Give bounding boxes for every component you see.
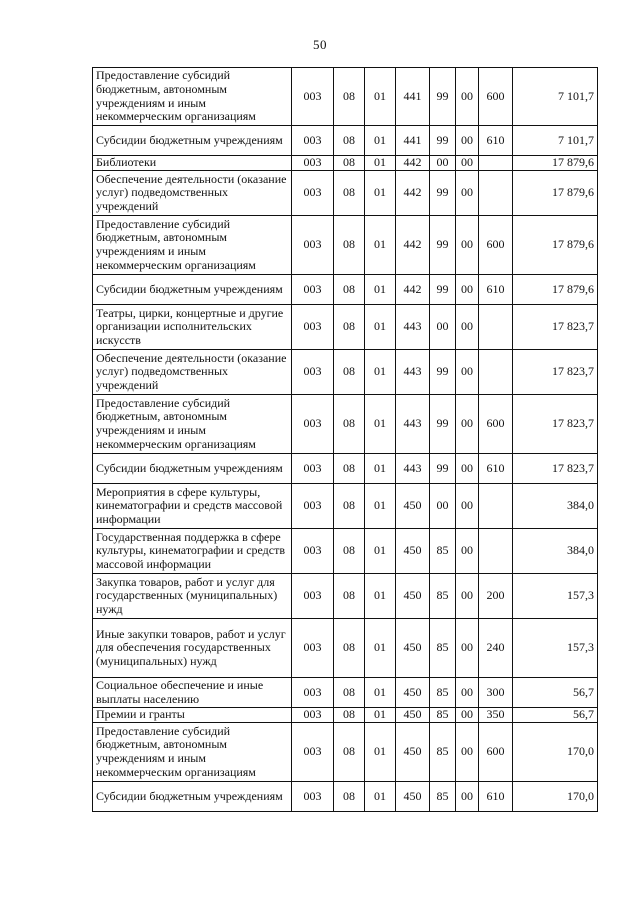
- target-code-item: 00: [456, 350, 479, 395]
- row-amount: 384,0: [513, 529, 598, 574]
- subsection-code: 01: [365, 678, 396, 708]
- expense-type-code: 200: [479, 574, 513, 619]
- subsection-code: 01: [365, 723, 396, 782]
- subsection-code: 01: [365, 395, 396, 454]
- row-name: Закупка товаров, работ и услуг для государственных (муниципальных) нужд: [93, 574, 292, 619]
- expense-type-code: 240: [479, 619, 513, 678]
- expense-type-code: [479, 350, 513, 395]
- section-code: 08: [334, 678, 365, 708]
- target-code-subprogram: 99: [430, 68, 456, 126]
- target-code-subprogram: 85: [430, 723, 456, 782]
- section-code: 08: [334, 156, 365, 171]
- target-code-program: 442: [396, 216, 430, 275]
- target-code-program: 441: [396, 126, 430, 156]
- expense-type-code: [479, 171, 513, 216]
- target-code-item: 00: [456, 678, 479, 708]
- subsection-code: 01: [365, 156, 396, 171]
- expense-type-code: 610: [479, 782, 513, 812]
- target-code-subprogram: 99: [430, 395, 456, 454]
- row-amount: 17 823,7: [513, 350, 598, 395]
- table-row: [93, 350, 598, 395]
- expense-type-code: 610: [479, 454, 513, 484]
- target-code-program: 450: [396, 574, 430, 619]
- target-code-item: 00: [456, 171, 479, 216]
- target-code-item: 00: [456, 275, 479, 305]
- table-row: [93, 68, 598, 126]
- table-row: [93, 574, 598, 619]
- table-row: [93, 171, 598, 216]
- row-name: Предоставление субсидий бюджетным, автономным учреждениям и иным некоммерческим организациям: [93, 216, 292, 275]
- target-code-item: 00: [456, 619, 479, 678]
- section-code: 08: [334, 126, 365, 156]
- row-amount: 170,0: [513, 782, 598, 812]
- target-code-subprogram: 99: [430, 454, 456, 484]
- target-code-program: 442: [396, 275, 430, 305]
- target-code-program: 443: [396, 454, 430, 484]
- target-code-program: 443: [396, 350, 430, 395]
- row-name: Субсидии бюджетным учреждениям: [93, 275, 292, 305]
- subsection-code: 01: [365, 782, 396, 812]
- target-code-program: 450: [396, 484, 430, 529]
- table-row: [93, 275, 598, 305]
- expense-type-code: [479, 529, 513, 574]
- row-amount: 157,3: [513, 619, 598, 678]
- row-amount: 7 101,7: [513, 68, 598, 126]
- section-code: 08: [334, 708, 365, 723]
- target-code-item: 00: [456, 782, 479, 812]
- row-name: Субсидии бюджетным учреждениям: [93, 126, 292, 156]
- row-amount: 17 879,6: [513, 156, 598, 171]
- target-code-item: 00: [456, 68, 479, 126]
- target-code-program: 441: [396, 68, 430, 126]
- expense-type-code: 600: [479, 216, 513, 275]
- row-amount: 7 101,7: [513, 126, 598, 156]
- expense-type-code: [479, 156, 513, 171]
- target-code-subprogram: 85: [430, 782, 456, 812]
- table-row: [93, 708, 598, 723]
- ved-code: 003: [292, 723, 334, 782]
- row-amount: 157,3: [513, 574, 598, 619]
- target-code-item: 00: [456, 395, 479, 454]
- subsection-code: 01: [365, 708, 396, 723]
- row-amount: 17 879,6: [513, 171, 598, 216]
- ved-code: 003: [292, 619, 334, 678]
- subsection-code: 01: [365, 275, 396, 305]
- row-name: Государственная поддержка в сфере культуры, кинематографии и средств массовой информации: [93, 529, 292, 574]
- target-code-program: 442: [396, 156, 430, 171]
- subsection-code: 01: [365, 171, 396, 216]
- subsection-code: 01: [365, 619, 396, 678]
- section-code: 08: [334, 454, 365, 484]
- section-code: 08: [334, 275, 365, 305]
- target-code-subprogram: 85: [430, 529, 456, 574]
- row-name: Предоставление субсидий бюджетным, автономным учреждениям и иным некоммерческим организациям: [93, 723, 292, 782]
- expense-type-code: 300: [479, 678, 513, 708]
- section-code: 08: [334, 68, 365, 126]
- ved-code: 003: [292, 678, 334, 708]
- row-name: Социальное обеспечение и иные выплаты населению: [93, 678, 292, 708]
- ved-code: 003: [292, 395, 334, 454]
- target-code-program: 450: [396, 619, 430, 678]
- budget-table: [92, 67, 598, 812]
- target-code-subprogram: 00: [430, 156, 456, 171]
- row-name: Предоставление субсидий бюджетным, автономным учреждениям и иным некоммерческим организациям: [93, 395, 292, 454]
- row-amount: 384,0: [513, 484, 598, 529]
- target-code-item: 00: [456, 216, 479, 275]
- row-amount: 170,0: [513, 723, 598, 782]
- expense-type-code: 610: [479, 126, 513, 156]
- target-code-subprogram: 85: [430, 678, 456, 708]
- expense-type-code: 600: [479, 395, 513, 454]
- target-code-subprogram: 85: [430, 619, 456, 678]
- ved-code: 003: [292, 484, 334, 529]
- subsection-code: 01: [365, 529, 396, 574]
- target-code-program: 450: [396, 529, 430, 574]
- subsection-code: 01: [365, 305, 396, 350]
- table-row: [93, 454, 598, 484]
- table-row: [93, 395, 598, 454]
- subsection-code: 01: [365, 454, 396, 484]
- target-code-subprogram: 99: [430, 171, 456, 216]
- subsection-code: 01: [365, 574, 396, 619]
- row-name: Библиотеки: [93, 156, 292, 171]
- expense-type-code: 600: [479, 68, 513, 126]
- target-code-program: 450: [396, 708, 430, 723]
- ved-code: 003: [292, 708, 334, 723]
- expense-type-code: 600: [479, 723, 513, 782]
- ved-code: 003: [292, 574, 334, 619]
- ved-code: 003: [292, 68, 334, 126]
- expense-type-code: 610: [479, 275, 513, 305]
- page-number: 50: [313, 37, 327, 52]
- row-name: Обеспечение деятельности (оказание услуг) подведомственных учреждений: [93, 350, 292, 395]
- target-code-program: 450: [396, 678, 430, 708]
- row-name: Обеспечение деятельности (оказание услуг) подведомственных учреждений: [93, 171, 292, 216]
- row-amount: 17 823,7: [513, 454, 598, 484]
- row-amount: 17 879,6: [513, 275, 598, 305]
- subsection-code: 01: [365, 484, 396, 529]
- section-code: 08: [334, 350, 365, 395]
- target-code-program: 442: [396, 171, 430, 216]
- expense-type-code: [479, 305, 513, 350]
- ved-code: 003: [292, 216, 334, 275]
- table-row: [93, 529, 598, 574]
- ved-code: 003: [292, 350, 334, 395]
- target-code-subprogram: 00: [430, 305, 456, 350]
- table-row: [93, 619, 598, 678]
- section-code: 08: [334, 171, 365, 216]
- target-code-item: 00: [456, 723, 479, 782]
- row-name: Премии и гранты: [93, 708, 292, 723]
- subsection-code: 01: [365, 68, 396, 126]
- section-code: 08: [334, 723, 365, 782]
- target-code-subprogram: 99: [430, 216, 456, 275]
- target-code-subprogram: 85: [430, 708, 456, 723]
- row-amount: 56,7: [513, 708, 598, 723]
- target-code-item: 00: [456, 484, 479, 529]
- target-code-item: 00: [456, 454, 479, 484]
- target-code-program: 450: [396, 723, 430, 782]
- table-row: [93, 305, 598, 350]
- row-name: Мероприятия в сфере культуры, кинематографии и средств массовой информации: [93, 484, 292, 529]
- subsection-code: 01: [365, 216, 396, 275]
- table-row: [93, 126, 598, 156]
- target-code-program: 450: [396, 782, 430, 812]
- section-code: 08: [334, 782, 365, 812]
- target-code-item: 00: [456, 305, 479, 350]
- target-code-item: 00: [456, 156, 479, 171]
- target-code-program: 443: [396, 305, 430, 350]
- target-code-item: 00: [456, 529, 479, 574]
- table-row: [93, 156, 598, 171]
- table-row: [93, 216, 598, 275]
- section-code: 08: [334, 574, 365, 619]
- section-code: 08: [334, 395, 365, 454]
- table-row: [93, 678, 598, 708]
- row-amount: 17 879,6: [513, 216, 598, 275]
- expense-type-code: 350: [479, 708, 513, 723]
- row-name: Субсидии бюджетным учреждениям: [93, 454, 292, 484]
- target-code-subprogram: 99: [430, 275, 456, 305]
- section-code: 08: [334, 529, 365, 574]
- target-code-subprogram: 85: [430, 574, 456, 619]
- target-code-subprogram: 99: [430, 350, 456, 395]
- row-name: Субсидии бюджетным учреждениям: [93, 782, 292, 812]
- row-name: Театры, цирки, концертные и другие организации исполнительских искусств: [93, 305, 292, 350]
- ved-code: 003: [292, 782, 334, 812]
- row-amount: 56,7: [513, 678, 598, 708]
- section-code: 08: [334, 305, 365, 350]
- ved-code: 003: [292, 171, 334, 216]
- row-amount: 17 823,7: [513, 305, 598, 350]
- row-name: Иные закупки товаров, работ и услуг для обеспечения государственных (муниципальных) нужд: [93, 619, 292, 678]
- subsection-code: 01: [365, 350, 396, 395]
- section-code: 08: [334, 484, 365, 529]
- table-row: [93, 484, 598, 529]
- ved-code: 003: [292, 454, 334, 484]
- row-name: Предоставление субсидий бюджетным, автономным учреждениям и иным некоммерческим организациям: [93, 68, 292, 126]
- target-code-item: 00: [456, 708, 479, 723]
- target-code-item: 00: [456, 126, 479, 156]
- section-code: 08: [334, 619, 365, 678]
- expense-type-code: [479, 484, 513, 529]
- ved-code: 003: [292, 126, 334, 156]
- table-row: [93, 782, 598, 812]
- ved-code: 003: [292, 156, 334, 171]
- row-amount: 17 823,7: [513, 395, 598, 454]
- ved-code: 003: [292, 275, 334, 305]
- target-code-program: 443: [396, 395, 430, 454]
- section-code: 08: [334, 216, 365, 275]
- subsection-code: 01: [365, 126, 396, 156]
- table-row: [93, 723, 598, 782]
- ved-code: 003: [292, 305, 334, 350]
- target-code-subprogram: 99: [430, 126, 456, 156]
- target-code-subprogram: 00: [430, 484, 456, 529]
- target-code-item: 00: [456, 574, 479, 619]
- ved-code: 003: [292, 529, 334, 574]
